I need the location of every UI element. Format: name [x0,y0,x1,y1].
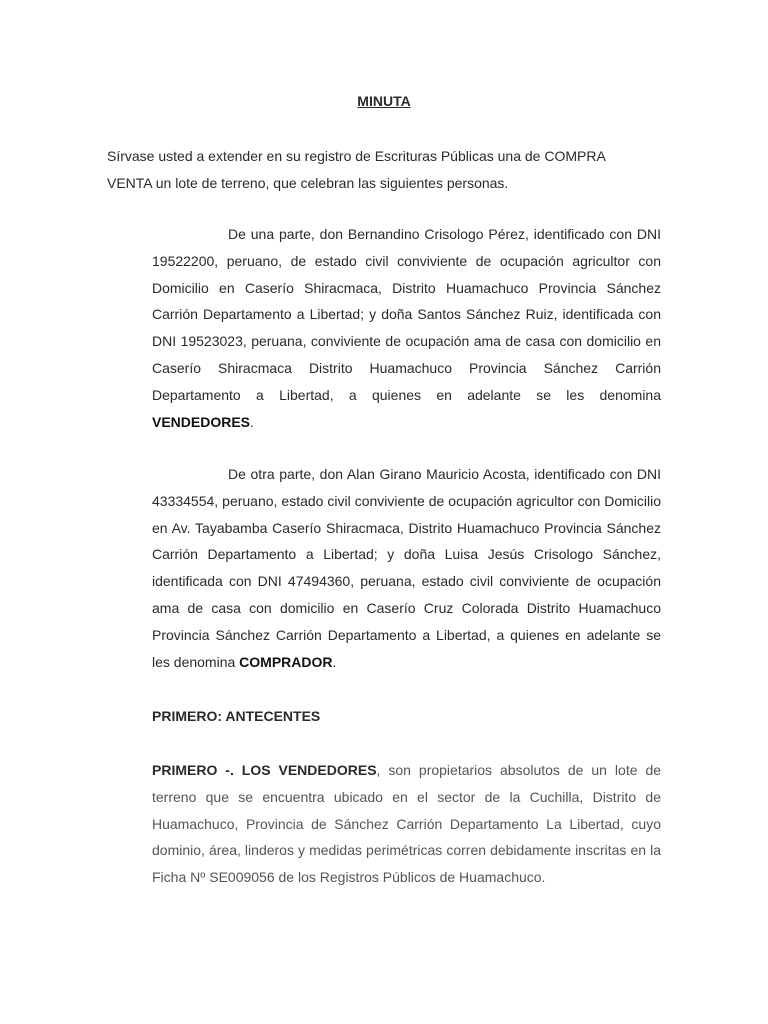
sellers-paragraph [152,221,661,435]
buyers-paragraph [152,461,661,675]
intro-paragraph: Sírvase usted a extender en su registro de Escrituras Públicas una de COMPRA VENTA un lote de terreno, que celebran las siguientes personas. [107,148,606,191]
sellers-text: De una parte, don Bernandino Crisologo Pérez, identificado con DNI 19522200, peruano, de estado civil conviviente de ocupación agricultor con Domicilio en Caserío Shiracmaca, Distrito Huamachuco Provincia Sánchez Carrión Departamento a Libertad; y doña Santos Sánchez Ruiz, identificada con DNI 19523023, peruana, conviviente de ocupación ama de casa con domicilio en Caserío Shiracmaca Distrito Huamachuco Provincia Sánchez Carrión Departamento a Libertad, a quienes en adelante se les denomina [152,226,661,403]
buyers-text: De otra parte, don Alan Girano Mauricio Acosta, identificado con DNI 43334554, peruano, estado civil conviviente de ocupación agricultor con Domicilio en Av. Tayabamba Caserío Shiracmaca, Distrito Huamachuco Provincia Sánchez Carrión Departamento a Libertad; y doña Luisa Jesús Crisologo Sánchez, identificada con DNI 47494360, peruana, estado civil conviviente de ocupación ama de casa con domicilio en Caserío Cruz Colorada Distrito Huamachuco Provincia Sánchez Carrión Departamento a Libertad, a quienes en adelante se les denomina [152,466,661,670]
document-title: MINUTA [357,93,411,109]
sellers-term: VENDEDORES [152,413,251,430]
buyers-end: . [332,653,337,670]
first-clause-text: , son propietarios absolutos de un lote de terreno que se encuentra ubicado en el sector de la Cuchilla, Distrito de Huamachuco, Provincia de Sánchez Carrión Departamento La Libertad, cuyo dominio, área, linderos y medidas perimétricas corren debidamente inscritas en la Ficha Nº SE009056 de los Registros Públicos de Huamachuco. [152,762,662,886]
first-clause-paragraph [152,757,661,891]
section-heading-antecedentes: PRIMERO: ANTECENTES [152,708,321,724]
first-clause-lead: PRIMERO -. LOS VENDEDORES [152,762,377,778]
sellers-end: . [250,413,254,430]
buyers-term: COMPRADOR [239,653,333,670]
